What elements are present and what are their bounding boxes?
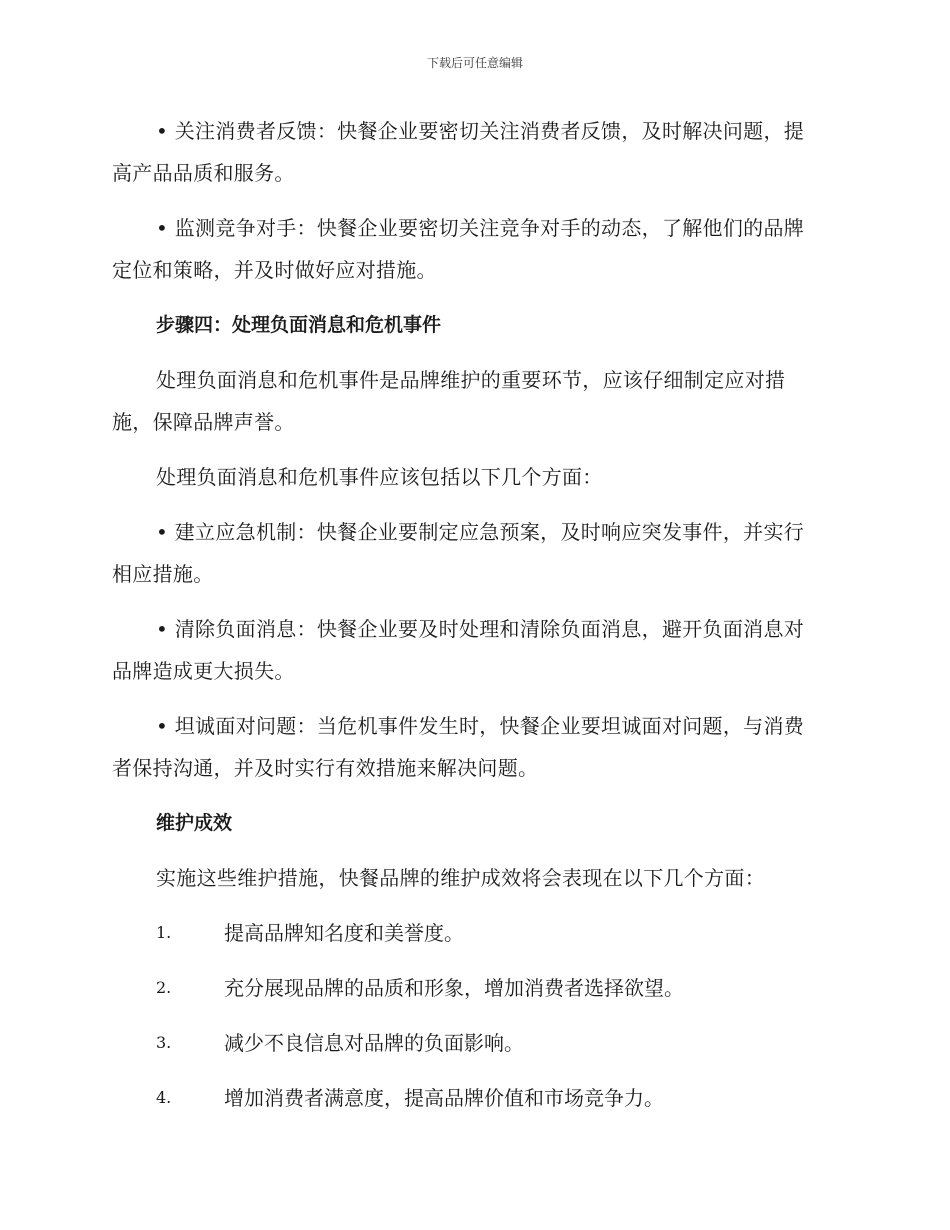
paragraph-crisis-intro: 处理负面消息和危机事件是品牌维护的重要环节，应该仔细制定应对措施，保障品牌声誉。 bbox=[112, 368, 786, 434]
paragraph-clear-negative: • 清除负面消息：快餐企业要及时处理和清除负面消息，避开负面消息对品牌造成更大损失。 bbox=[112, 617, 805, 683]
list-item bbox=[112, 1077, 824, 1119]
paragraph-feedback: • 关注消费者反馈：快餐企业要密切关注消费者反馈，及时解决问题，提高产品品质和服务。 bbox=[112, 119, 805, 185]
list-item-text: 充分展现品牌的品质和形象，增加消费者选择欲望。 bbox=[224, 976, 684, 1000]
document-body bbox=[112, 110, 824, 1132]
list-item bbox=[112, 1022, 824, 1064]
paragraph-effects-intro: 实施这些维护措施，快餐品牌的维护成效将会表现在以下几个方面： bbox=[156, 866, 765, 890]
list-item-number: 3. bbox=[156, 1033, 172, 1052]
list-item bbox=[112, 912, 824, 954]
paragraph-competitors: • 监测竞争对手：快餐企业要密切关注竞争对手的动态，了解他们的品牌定位和策略，并及时做好应对措施。 bbox=[112, 216, 805, 282]
list-item-text: 减少不良信息对品牌的负面影响。 bbox=[224, 1031, 524, 1055]
section-heading-step4: 步骤四：处理负面消息和危机事件 bbox=[156, 314, 442, 336]
list-item-number: 4. bbox=[156, 1088, 172, 1107]
paragraph-emergency-mechanism: • 建立应急机制：快餐企业要制定应急预案，及时响应突发事件，并实行相应措施。 bbox=[112, 520, 805, 586]
list-item bbox=[112, 967, 824, 1009]
section-heading-effects: 维护成效 bbox=[156, 812, 233, 834]
list-item-number: 2. bbox=[156, 978, 172, 997]
page-header-note: 下载后可任意编辑 bbox=[426, 56, 523, 70]
paragraph-crisis-aspects: 处理负面消息和危机事件应该包括以下几个方面： bbox=[156, 465, 603, 489]
paragraph-face-issues: • 坦诚面对问题：当危机事件发生时，快餐企业要坦诚面对问题，与消费者保持沟通，并及时实行有效措施来解决问题。 bbox=[112, 714, 805, 780]
list-item-text: 提高品牌知名度和美誉度。 bbox=[224, 921, 464, 945]
list-item-text: 增加消费者满意度，提高品牌价值和市场竞争力。 bbox=[224, 1086, 664, 1110]
list-item-number: 1. bbox=[156, 923, 172, 942]
